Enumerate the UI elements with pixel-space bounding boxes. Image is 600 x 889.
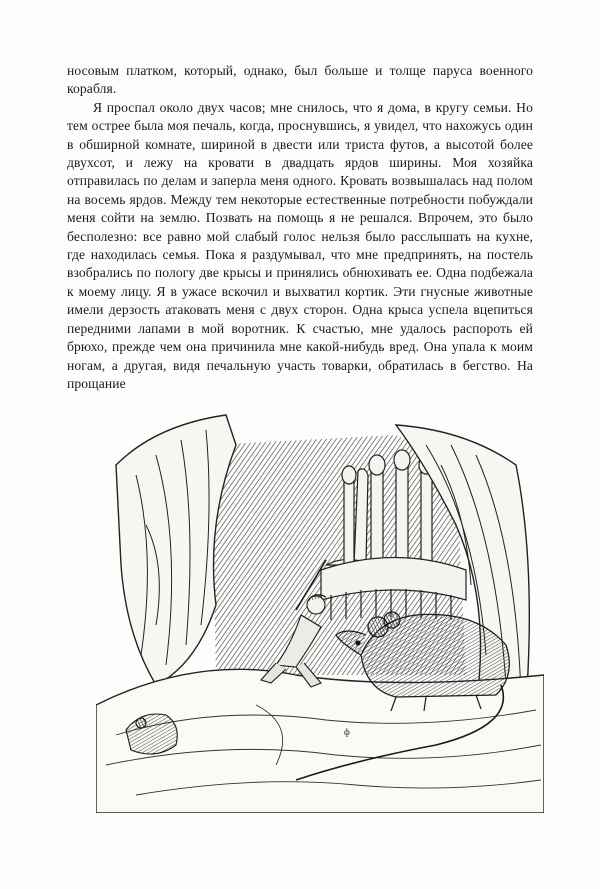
engraving-illustration — [96, 405, 544, 813]
paragraph-main: Я проспал около двух часов; мне снилось, что я дома, в кругу семьи. Но тем острее была моя печаль, когда, проснувшись, я увидел, что нахожусь один в обширной комнате, шириной в двести или триста футов, а высотой более двухсот, и лежу на кровати в двадцать ярдов ширины. Моя хозяйка отправилась по делам и заперла меня одного. Кровать возвышалась над полом на восемь ярдов. Между тем некоторые естественные потребности побуждали меня сойти на землю. Позвать на помощь я не решался. Впрочем, это было бесполезно: все равно мой слабый голос нельзя было расслышать на кухне, где находилась семья. Пока я раздумывал, что мне предпринять, на постель взобрались по пологу две крысы и принялись обнюхивать ее. Одна подбежала к моему лицу. Я в ужасе вскочил и выхватил кортик. Эти гнусные животные имели дерзость атаковать меня с двух сторон. Одна крыса успела вцепиться передними лапами в мой воротник. К счастью, мне удалось распороть ей брюхо, прежде чем она причинила мне какой-нибудь вред. Она упала к моим ногам, а другая, видя печальную участь товарки, обратилась в бегство. На прощание — [67, 99, 533, 391]
engraving-rat-fight — [96, 405, 544, 813]
page-text — [67, 62, 533, 393]
engraver-mark: ф — [344, 727, 350, 737]
paragraph-continued: носовым платком, который, однако, был больше и толще паруса военного корабля. — [67, 63, 533, 97]
